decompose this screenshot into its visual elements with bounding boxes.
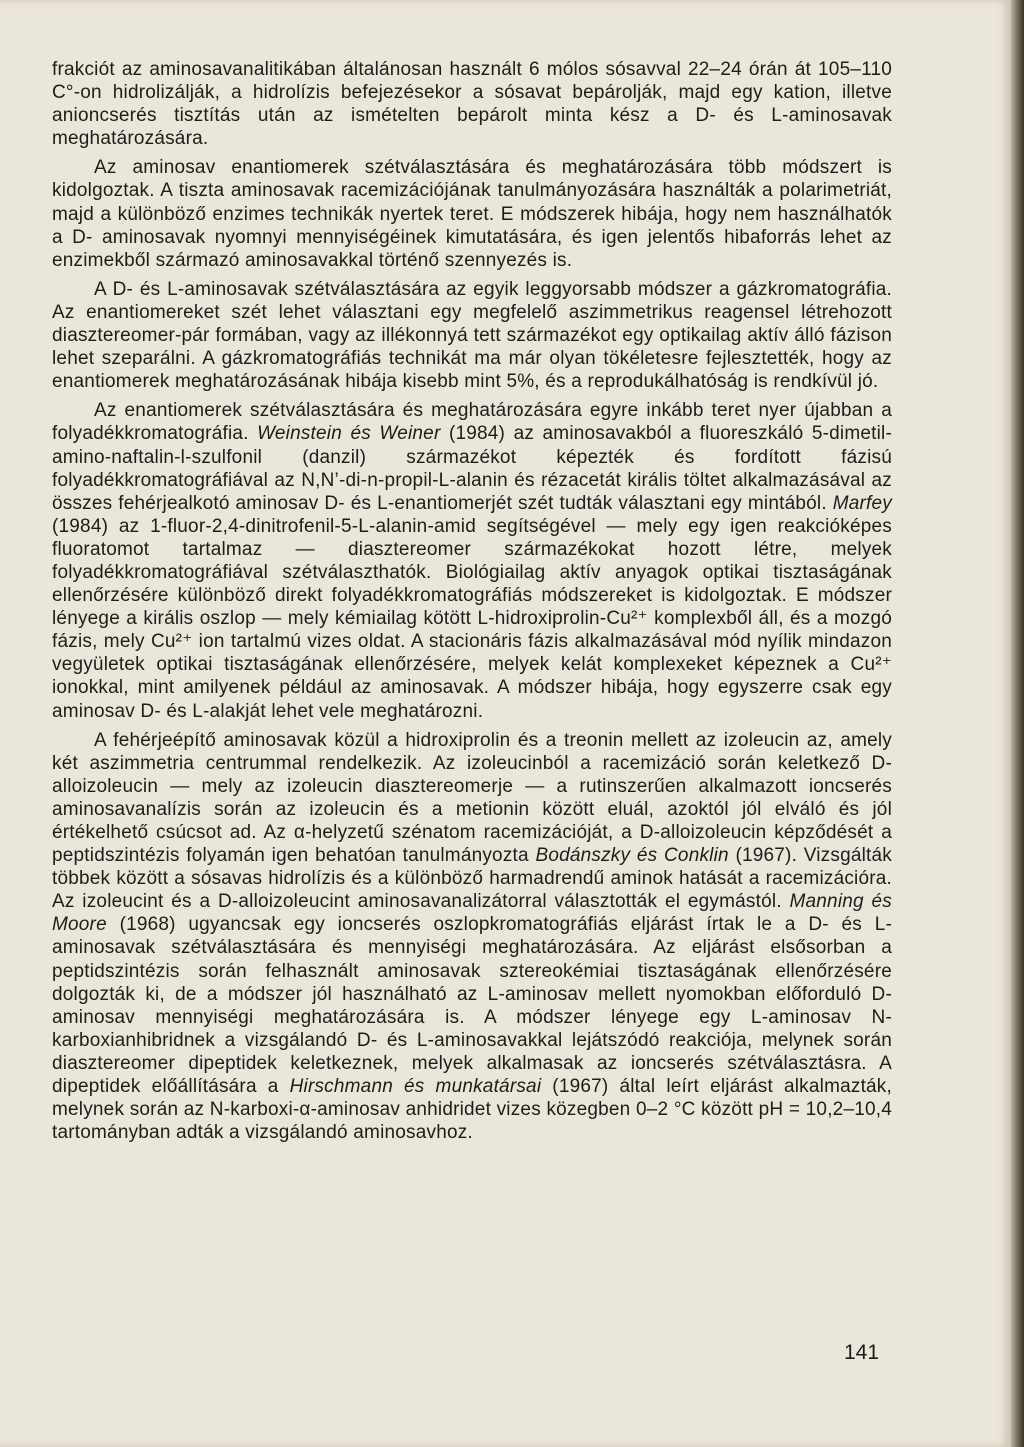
page-number: 141 — [844, 1341, 880, 1364]
paragraph: frakciót az aminosavanalitikában általánosan használt 6 mólos sósavval 22–24 órán át 105–110 C°-on hidrolizálják, a hidrolízis befejezésekor a sósavat bepárolják, majd egy kation, illetve anioncserés tisztítás után az ismételten bepárolt minta kész a D- és L-aminosavak meghatározására. — [52, 59, 892, 150]
author-citation: Bodánszky és Conklin — [535, 845, 729, 867]
author-citation: Weinstein és Weiner — [257, 423, 441, 445]
paragraph: Az aminosav enantiomerek szétválasztására és meghatározására több módszert is kidolgoztak. A tiszta aminosavak racemizációjának tanulmányozására használták a polarimetriát, majd a különböző enzimes technikák nyertek teret. E módszerek hibája, hogy nem használhatók a D- aminosavak nyomnyi mennyiségéinek kimutatására, és igen jelentős hibaforrás lehet az enzimekből származó aminosavakkal történő szennyezés is. — [52, 157, 892, 271]
author-citation: Hirschmann és munkatársai — [289, 1076, 542, 1098]
author-citation: Marfey — [832, 492, 892, 514]
paragraph: A D- és L-aminosavak szétválasztására az egyik leggyorsabb módszer a gázkromatográfia. Az enantiomereket szét lehet választani egy megfelelő aszimmetrikus reagensel létrehozott diasztereomer-pár formában, vagy az illékonnyá tett származékot egy optikailag aktív álló fázison lehet szeparálni. A gázkromatográfiás technikát ma már olyan tökéletesre fejlesztették, hogy az enantiomerek meghatározásának hibája kisebb mint 5%, és a reprodukálhatóság is rendkívül jó. — [52, 278, 892, 393]
paragraph: Az enantiomerek szétválasztására és meghatározására egyre inkább teret nyer újabban a folyadékkromatográfia. Weinstein és Weiner (1984) az aminosavakból a fluoreszkáló 5-dimetil-amino-naftalin-l-szulfonil (danzil) származékot képezték és fordított fázisú folyadékkromatográfiával az N,N’-di-n-propil-L-alanin és rézacetát királis töltet alkalmazásával az összes fehérjealkotó aminosav D- és L-enantiomerjét szét tudták választani egy mintából. Marfey (1984) az 1-fluor-2,4-dinitrofenil-5-L-alanin-amid segítségével — mely egy igen reakcióképes fluoratomot tartalmaz — diasztereomer származékokat hozott létre, melyek folyadékkromatográfiával szétválaszthatók. Biológiailag aktív anyagok optikai tisztaságának ellenőrzésére különböző direkt folyadékkromatográfiás módszereket is kidolgoztak. E módszer lényege a királis oszlop — mely kémiailag kötött L-hidroxiprolin-Cu²⁺ komplexből áll, és a mozgó fázis, mely Cu²⁺ ion tartalmú vizes oldat. A stacionáris fázis alkalmazásával mód nyílik mindazon vegyületek optikai tisztaságának ellenőrzésére, melyek kelát komplexeket képeznek a Cu²⁺ ionokkal, mint amilyenek például az aminosavak. A módszer hibája, hogy egyszerre csak egy aminosav D- és L-alakját lehet vele meghatározni. — [52, 400, 892, 722]
author-citation: Manning és Moore — [52, 891, 892, 936]
body-text — [52, 58, 892, 1144]
book-spine-edge — [1011, 0, 1024, 1447]
paragraph: A fehérjeépítő aminosavak közül a hidroxiprolin és a treonin mellett az izoleucin az, amely két aszimmetria centrummal rendelkezik. Az izoleucinból a racemizáció során keletkező D-alloizoleucin — mely az izoleucin diasztereomerje — a rutinszerűen alkalmazott ioncserés aminosavanalízis során az izoleucin és a metionin között eluál, azoktól jól elváló és jól értékelhető csúcsot ad. Az α-helyzetű szénatom racemizációját, a D-alloizoleucin képződését a peptidszintézis folyamán igen behatóan tanulmányozta Bodánszky és Conklin (1967). Vizsgálták többek között a sósavas hidrolízis és a különböző harmadrendű aminok hatását a racemizációra. Az izoleucint és a D-alloizoleucint aminosavanalizátorral választották el egymástól. Manning és Moore (1968) ugyancsak egy ioncserés oszlopkromatográfiás eljárást írtak le a D- és L-aminosavak szétválasztására és mennyiségi meghatározására. Az eljárást elsősorban a peptidszintézis során felhasznált aminosavak sztereokémiai tisztaságának ellenőrzésére dolgozták ki, de a módszer jól használható az L-aminosav mellett nyomokban előforduló D-aminosav mennyiségi meghatározására is. A módszer lényege egy L-aminosav N-karboxianhibridnek a vizsgálandó D- és L-aminosavakkal lejátszódó reakciója, melynek során diasztereomer dipeptidek keletkeznek, melyek alkalmasak az ioncserés szétválasztásra. A dipeptidek előállítására a Hirschmann és munkatársai (1967) által leírt eljárást alkalmazták, melynek során az N-karboxi-α-aminosav anhidridet vizes közegben 0–2 °C között pH = 10,2–10,4 tartományban adták a vizsgálandó aminosavhoz. — [52, 729, 892, 1144]
